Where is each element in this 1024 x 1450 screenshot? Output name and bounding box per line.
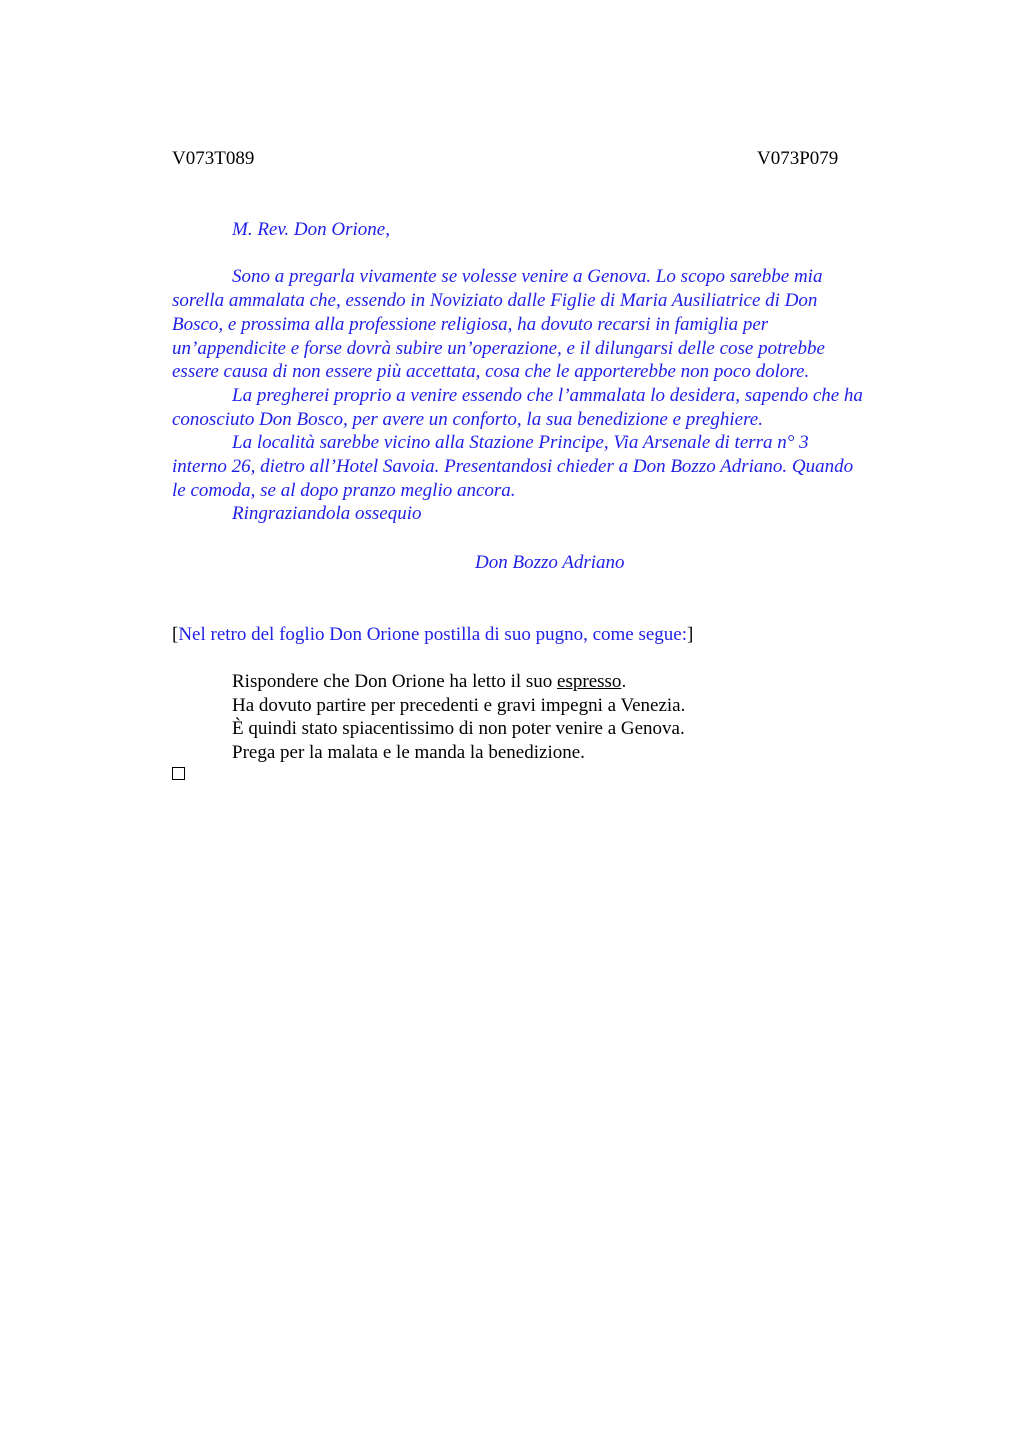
reply-text: . [621, 671, 627, 692]
editorial-note [172, 623, 693, 647]
reply-line-4: Prega per la malata e le manda la benedizione. [232, 742, 585, 764]
letter-paragraph-2 [172, 384, 932, 431]
letter-line: un’appendicite e forse dovrà subire un’operazione, e il dilungarsi delle cose potrebbe [172, 337, 825, 359]
letter-line: le comoda, se al dopo pranzo meglio ancora. [172, 479, 516, 501]
letter-closing: Ringraziandola ossequio [232, 503, 422, 525]
letter-line: sorella ammalata che, essendo in Noviziato dalle Figlie di Maria Ausiliatrice di Don [172, 290, 818, 312]
letter-paragraph-3 [172, 431, 932, 502]
letter-line: La località sarebbe vicino alla Stazione Principe, Via Arsenale di terra n° 3 [232, 432, 809, 454]
letter-line: Sono a pregarla vivamente se volesse venire a Genova. Lo scopo sarebbe mia [232, 266, 823, 288]
underlined-word: espresso [557, 671, 622, 692]
document-code-right: V073P079 [757, 148, 839, 169]
letter-body [172, 218, 932, 526]
letter-line: Bosco, e prossima alla professione religiosa, ha dovuto recarsi in famiglia per [172, 313, 769, 335]
letter-salutation: M. Rev. Don Orione, [232, 219, 390, 240]
letter-line: conosciuto Don Bosco, per avere un conforto, la sua benedizione e preghiere. [172, 408, 763, 430]
reply-line-1 [232, 670, 685, 694]
note-open-bracket: [ [172, 624, 179, 645]
letter-line: essere causa di non essere più accettata, cosa che le apporterebbe non poco dolore. [172, 361, 810, 383]
letter-line: La pregherei proprio a venire essendo che l’ammalata lo desidera, sapendo che ha [232, 384, 863, 406]
letter-paragraph-1 [172, 265, 932, 384]
document-code-left: V073T089 [172, 148, 255, 169]
letter-line: interno 26, dietro all’Hotel Savoia. Presentandosi chieder a Don Bozzo Adriano. Quando [172, 456, 854, 478]
note-text: Nel retro del foglio Don Orione postilla di suo pugno, come segue: [178, 624, 688, 645]
note-close-bracket: ] [687, 624, 694, 645]
paragraph-gap [172, 242, 932, 266]
reply-annotation [232, 670, 685, 765]
end-square-icon [172, 767, 185, 780]
letter-signature: Don Bozzo Adriano [475, 552, 625, 573]
reply-line-2: Ha dovuto partire per precedenti e gravi impegni a Venezia. [232, 694, 686, 716]
reply-line-3: È quindi stato spiacentissimo di non poter venire a Genova. [232, 718, 685, 740]
reply-text: Rispondere che Don Orione ha letto il suo [232, 671, 558, 692]
